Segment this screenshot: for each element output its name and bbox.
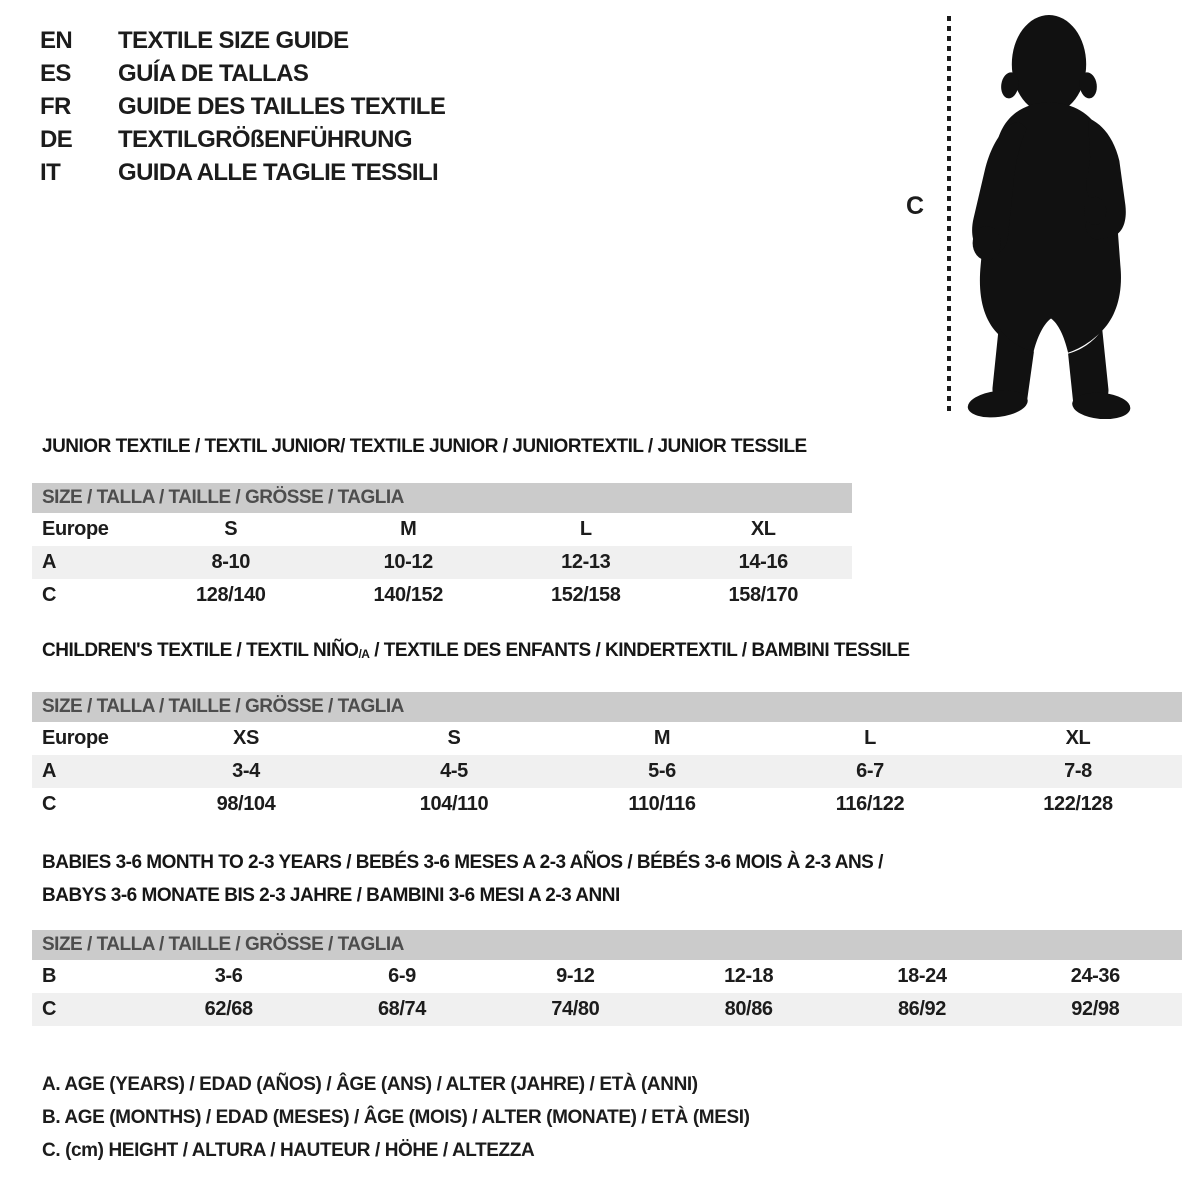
table-row-europe [32,513,852,546]
babies-title-line2: BABYS 3-6 MONATE BIS 2-3 JAHRE / BAMBINI 3-6 MESI A 2-3 ANNI [42,885,620,906]
children-title-sub: /A [358,647,370,661]
junior-section-title: JUNIOR TEXTILE / TEXTIL JUNIOR/ TEXTILE JUNIOR / JUNIORTEXTIL / JUNIOR TESSILE [42,436,807,457]
row-label: A [42,551,57,573]
table-row-age [32,546,852,579]
size-cell: XL [1065,727,1091,749]
children-size-table [32,692,1182,821]
children-title-part1: CHILDREN'S TEXTILE / TEXTIL NIÑO [42,640,359,661]
age-cell: 9-12 [556,965,595,987]
height-cell: 158/170 [728,584,798,606]
height-cell: 110/116 [628,793,696,815]
table-row-height [32,788,1182,821]
lang-row-de [40,123,445,156]
size-cell: S [447,727,461,749]
height-measure-figure [900,0,1200,435]
height-c-label: C [906,192,925,220]
age-cell: 24-36 [1070,965,1120,987]
table-row-age [32,755,1182,788]
lang-code: ES [40,59,71,87]
size-header-text: SIZE / TALLA / TAILLE / GRÖSSE / TAGLIA [42,934,404,955]
table-row-height [32,993,1182,1026]
babies-size-table [32,930,1182,1026]
age-cell: 18-24 [897,965,947,987]
legend-age-years: A. AGE (YEARS) / EDAD (AÑOS) / ÂGE (ANS) / ALTER (JAHRE) / ETÀ (ANNI) [42,1073,698,1095]
babies-title-line1: BABIES 3-6 MONTH TO 2-3 YEARS / BEBÉS 3-6 MESES A 2-3 AÑOS / BÉBÉS 3-6 MOIS À 2-3 ANS / [42,852,883,873]
age-cell: 12-18 [724,965,774,987]
size-cell: XS [233,727,259,749]
age-cell: 6-7 [856,760,884,782]
age-cell: 3-6 [214,965,243,987]
height-cell: 122/128 [1043,793,1113,815]
toddler-silhouette-icon [964,12,1136,419]
size-header-text: SIZE / TALLA / TAILLE / GRÖSSE / TAGLIA [42,696,404,717]
row-label: A [42,760,57,782]
children-section-title [42,640,910,662]
height-cell: 74/80 [551,998,600,1020]
height-dashed-line [947,16,951,416]
height-cell: 152/158 [551,584,621,606]
row-label: C [42,998,57,1020]
age-cell: 7-8 [1064,760,1092,782]
table-row-europe [32,722,1182,755]
lang-row-fr [40,90,445,123]
lang-code: DE [40,125,73,153]
row-label: C [42,584,57,606]
height-cell: 98/104 [216,793,276,815]
age-cell: 4-5 [440,760,468,782]
lang-title: GUÍA DE TALLAS [118,59,309,87]
height-cell: 128/140 [196,584,266,606]
age-cell: 12-13 [561,551,611,573]
size-header-bar [32,930,1182,960]
height-cell: 62/68 [204,998,253,1020]
table-row-age-months [32,960,1182,993]
size-cell: S [224,518,238,540]
age-cell: 10-12 [383,551,433,573]
size-cell: XL [750,518,776,540]
lang-title: GUIDA ALLE TAGLIE TESSILI [118,158,439,186]
babies-section-title [42,846,883,912]
age-cell: 3-4 [232,760,260,782]
age-cell: 5-6 [648,760,676,782]
lang-title: TEXTILE SIZE GUIDE [118,26,349,54]
lang-code: IT [40,158,61,186]
language-title-list [40,24,445,189]
lang-title: TEXTILGRÖßENFÜHRUNG [118,125,412,153]
height-cell: 140/152 [373,584,443,606]
size-header-bar [32,692,1182,722]
lang-code: EN [40,26,73,54]
height-cell: 80/86 [724,998,773,1020]
row-label: B [42,965,57,987]
height-cell: 116/122 [835,793,905,815]
lang-code: FR [40,92,71,120]
junior-size-table [32,483,852,612]
lang-row-it [40,156,445,189]
children-title-part2: / TEXTILE DES ENFANTS / KINDERTEXTIL / BAMBINI TESSILE [369,640,910,661]
height-cell: 86/92 [897,998,946,1020]
size-header-bar [32,483,852,513]
size-cell: L [864,727,876,749]
lang-row-es [40,57,445,90]
row-label: Europe [42,727,109,749]
lang-title: GUIDE DES TAILLES TEXTILE [118,92,446,120]
age-cell: 14-16 [738,551,788,573]
age-cell: 6-9 [388,965,416,987]
age-cell: 8-10 [211,551,250,573]
lang-row-en [40,24,445,57]
table-row-height [32,579,852,612]
legend-age-months: B. AGE (MONTHS) / EDAD (MESES) / ÂGE (MOIS) / ALTER (MONATE) / ETÀ (MESI) [42,1106,750,1128]
row-label: C [42,793,57,815]
size-header-text: SIZE / TALLA / TAILLE / GRÖSSE / TAGLIA [42,487,404,508]
row-label: Europe [42,518,109,540]
legend-height-cm: C. (cm) HEIGHT / ALTURA / HAUTEUR / HÖHE / ALTEZZA [42,1139,535,1161]
legend [42,1068,750,1167]
height-cell: 92/98 [1071,998,1120,1020]
size-cell: L [579,518,592,540]
height-cell: 104/110 [419,793,489,815]
height-cell: 68/74 [377,998,427,1020]
size-cell: M [400,518,417,540]
size-cell: M [653,727,671,749]
